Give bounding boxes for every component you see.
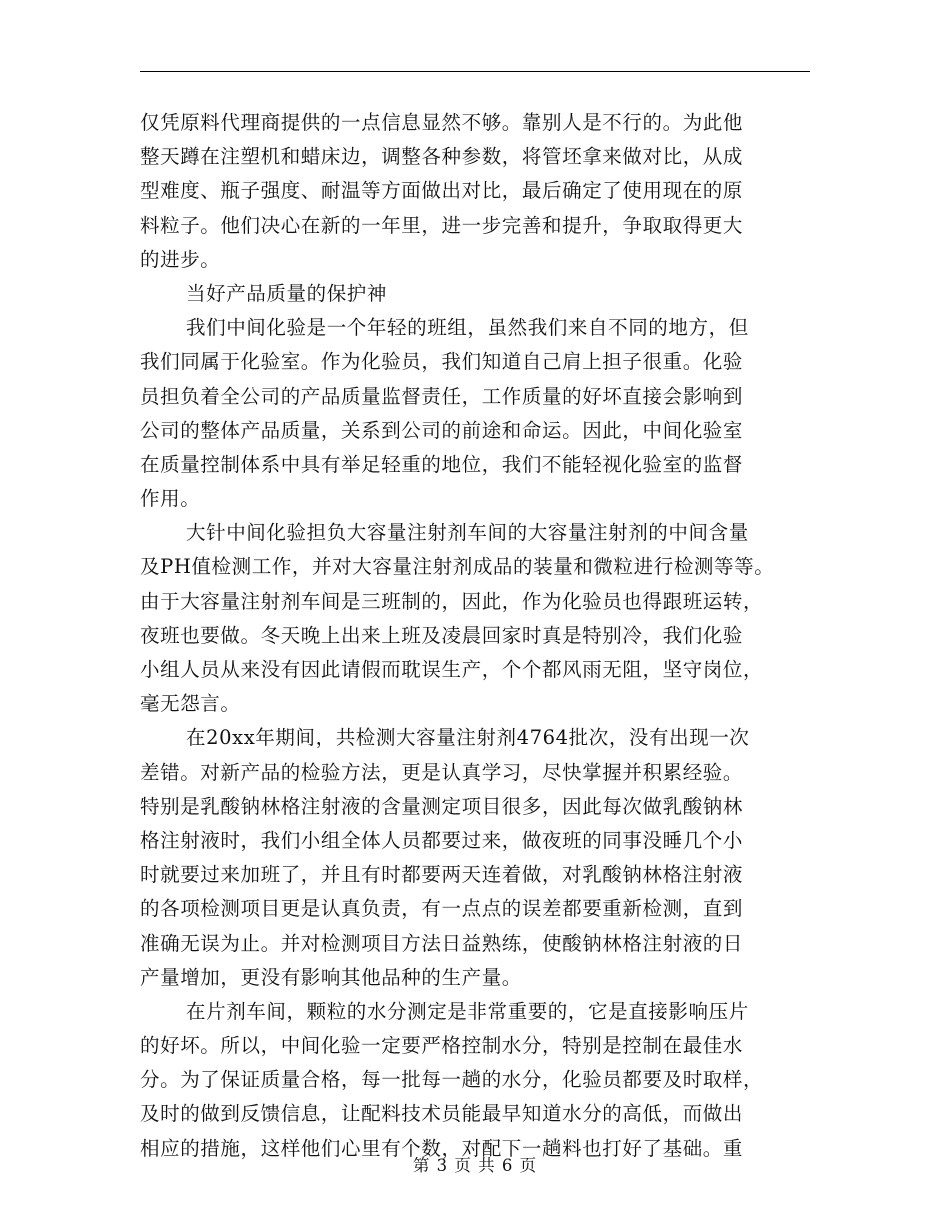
text-line: 及PH值检测工作，并对大容量注射剂成品的装量和微粒进行检测等等。 — [140, 555, 775, 579]
text-line: 准确无误为止。并对检测项目方法日益熟练，使酸钠林格注射液的日 — [140, 931, 744, 955]
paragraph-start: 在片剂车间，颗粒的水分测定是非常重要的，它是直接影响压片 — [186, 999, 749, 1023]
text-line: 我们同属于化验室。作为化验员，我们知道自己肩上担子很重。化验 — [140, 350, 744, 374]
text-line: 分。为了保证质量合格，每一批每一趟的水分，化验员都要及时取样， — [140, 1068, 764, 1092]
text-line: 格注射液时，我们小组全体人员都要过来，做夜班的同事没睡几个小 — [140, 828, 744, 852]
text-line: 作用。 — [140, 487, 201, 511]
text-line: 相应的措施，这样他们心里有个数，对配下一趟料也打好了基础。重 — [140, 1136, 744, 1160]
text-line: 特别是乳酸钠林格注射液的含量测定项目很多，因此每次做乳酸钠林 — [140, 794, 744, 818]
text-line: 毫无怨言。 — [140, 692, 241, 716]
text-line: 差错。对新产品的检验方法，更是认真学习，尽快掌握并积累经验。 — [140, 760, 744, 784]
text-line: 公司的整体产品质量，关系到公司的前途和命运。因此，中间化验室 — [140, 418, 744, 442]
text-line: 时就要过来加班了，并且有时都要两天连着做，对乳酸钠林格注射液 — [140, 863, 744, 887]
section-heading: 当好产品质量的保护神 — [186, 281, 388, 305]
paragraph-start: 在20xx年期间，共检测大容量注射剂4764批次，没有出现一次 — [186, 726, 750, 750]
text-line: 料粒子。他们决心在新的一年里，进一步完善和提升，争取取得更大 — [140, 213, 744, 237]
text-line: 整天蹲在注塑机和蜡床边，调整各种参数，将管坯拿来做对比，从成 — [140, 145, 744, 169]
paragraph-start: 大针中间化验担负大容量注射剂车间的大容量注射剂的中间含量 — [186, 521, 749, 545]
text-line: 型难度、瓶子强度、耐温等方面做出对比，最后确定了使用现在的原 — [140, 179, 744, 203]
text-line: 的好坏。所以，中间化验一定要严格控制水分，特别是控制在最佳水 — [140, 1034, 744, 1058]
text-line: 小组人员从来没有因此请假而耽误生产，个个都风雨无阻，坚守岗位， — [140, 658, 764, 681]
document-body — [140, 106, 812, 1166]
text-line: 夜班也要做。冬天晚上出来上班及凌晨回家时真是特别冷，我们化验 — [140, 623, 744, 647]
header-rule — [140, 71, 810, 72]
text-line: 在质量控制体系中具有举足轻重的地位，我们不能轻视化验室的监督 — [140, 452, 744, 476]
text-line: 员担负着全公司的产品质量监督责任，工作质量的好坏直接会影响到 — [140, 384, 744, 408]
text-line: 由于大容量注射剂车间是三班制的，因此，作为化验员也得跟班运转， — [140, 589, 764, 613]
text-line: 产量增加，更没有影响其他品种的生产量。 — [140, 965, 522, 989]
paragraph-start: 我们中间化验是一个年轻的班组，虽然我们来自不同的地方，但 — [186, 316, 749, 340]
page-number-footer: 第 3 页 共 6 页 — [412, 1156, 538, 1175]
text-line: 的进步。 — [140, 247, 221, 271]
text-line: 及时的做到反馈信息，让配料技术员能最早知道水分的高低，而做出 — [140, 1102, 744, 1126]
text-line: 仅凭原料代理商提供的一点信息显然不够。靠别人是不行的。为此他 — [140, 111, 744, 134]
text-line: 的各项检测项目更是认真负责，有一点点的误差都要重新检测，直到 — [140, 897, 744, 921]
